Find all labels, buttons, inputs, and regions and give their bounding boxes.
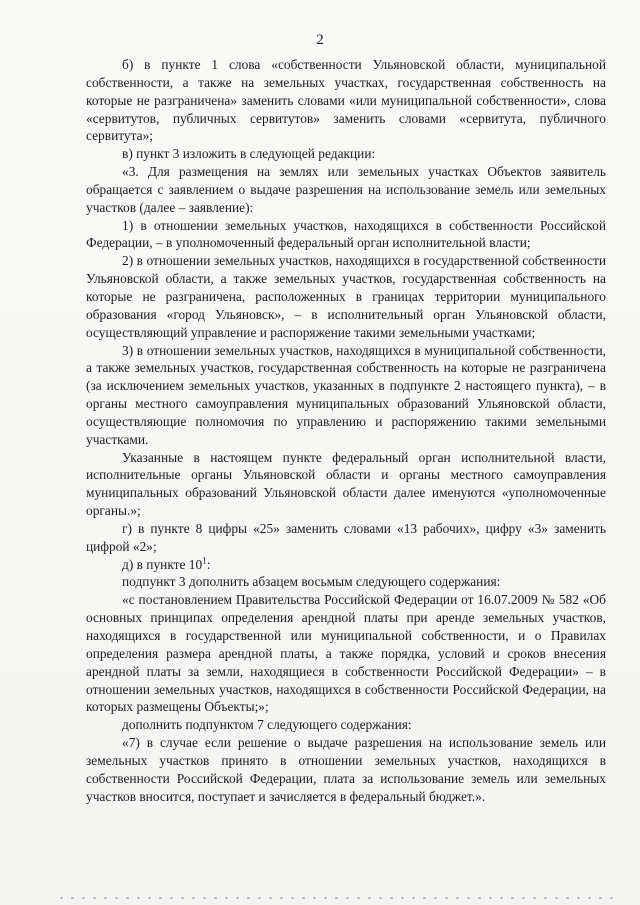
paragraph-subpoint-7-addition: дополнить подпунктом 7 следующего содержания:	[122, 717, 412, 733]
item-d-text: д) в пункте 10	[122, 556, 203, 572]
paragraph-item-b: б) в пункте 1 слова «собственности Ульяновской области, муниципальной собственности, а также на земельных участках, государственная собственность на которые не разграничена» заменить словами «или муниципальной собственности», слова «сервитутов, публичных сервитутов» заменить словами «сервитута, публичного сервитута»;	[86, 57, 606, 144]
page-number: 2	[316, 32, 324, 48]
paragraph-subclause-1: 1) в отношении земельных участков, находящихся в собственности Российской Федерации, – в уполномоченный федеральный орган исполнительной власти;	[86, 217, 606, 251]
paragraph-item-v: в) пункт 3 изложить в следующей редакции:	[122, 146, 376, 162]
item-d-superscript: 1	[202, 555, 207, 566]
paragraph-item-d	[86, 556, 606, 574]
item-d-suffix: :	[206, 556, 211, 572]
scan-edge-artifact	[60, 897, 620, 899]
paragraph-authorized-bodies: Указанные в настоящем пункте федеральный орган исполнительной власти, исполнительные органы Ульяновской области и органы местного самоуправления муниципальных образований Ульяновской области далее именуются «уполномоченные органы.»;	[86, 449, 606, 519]
paragraph-item-g: г) в пункте 8 цифры «25» заменить словами «13 рабочих», цифру «3» заменить цифрой «2»;	[86, 520, 606, 554]
document-body	[86, 56, 606, 805]
paragraph-subclause-3: 3) в отношении земельных участков, находящихся в муниципальной собственности, а также земельных участков, государственная собственность на которые не разграничена (за исключением земельных участков, указанных в подпункте 2 настоящего пункта), – в органы местного самоуправления муниципальных образований Ульяновской области, осуществляющие полномочия по управлению и распоряжению такими земельными участками.	[86, 342, 606, 447]
paragraph-subpoint-3-addition: подпункт 3 дополнить абзацем восьмым следующего содержания:	[122, 574, 501, 590]
paragraph-government-decree: «с постановлением Правительства Российской Федерации от 16.07.2009 № 582 «Об основных принципах определения арендной платы при аренде земельных участков, находящихся в государственной или муниципальной собственности, и о Правилах определения размера арендной платы, а также порядка, условий и сроков внесения арендной платы за земли, находящиеся в собственности Российской Федерации» – в отношении земельных участков, находящихся в собственности Российской Федерации, на которых размещены Объекты;»;	[86, 592, 606, 715]
paragraph-subclause-2: 2) в отношении земельных участков, находящихся в государственной собственности Ульяновской области, а также земельных участков, государственная собственность на которые не разграничена, расположенных в границах территории муниципального образования «город Ульяновск», – в исполнительный орган Ульяновской области, осуществляющий управление и распоряжение такими земельными участками;	[86, 253, 606, 340]
paragraph-subpoint-7: «7) в случае если решение о выдаче разрешения на использование земель или земельных участков принято в отношении земельных участков, находящихся в собственности Российской Федерации, плата за использование земель или земельных участков вносится, поступает и зачисляется в федеральный бюджет.».	[86, 735, 606, 804]
paragraph-clause-3: «3. Для размещения на землях или земельных участках Объектов заявитель обращается с заявлением о выдаче разрешения на использование земель или земельных участков (далее – заявление):	[86, 164, 606, 215]
